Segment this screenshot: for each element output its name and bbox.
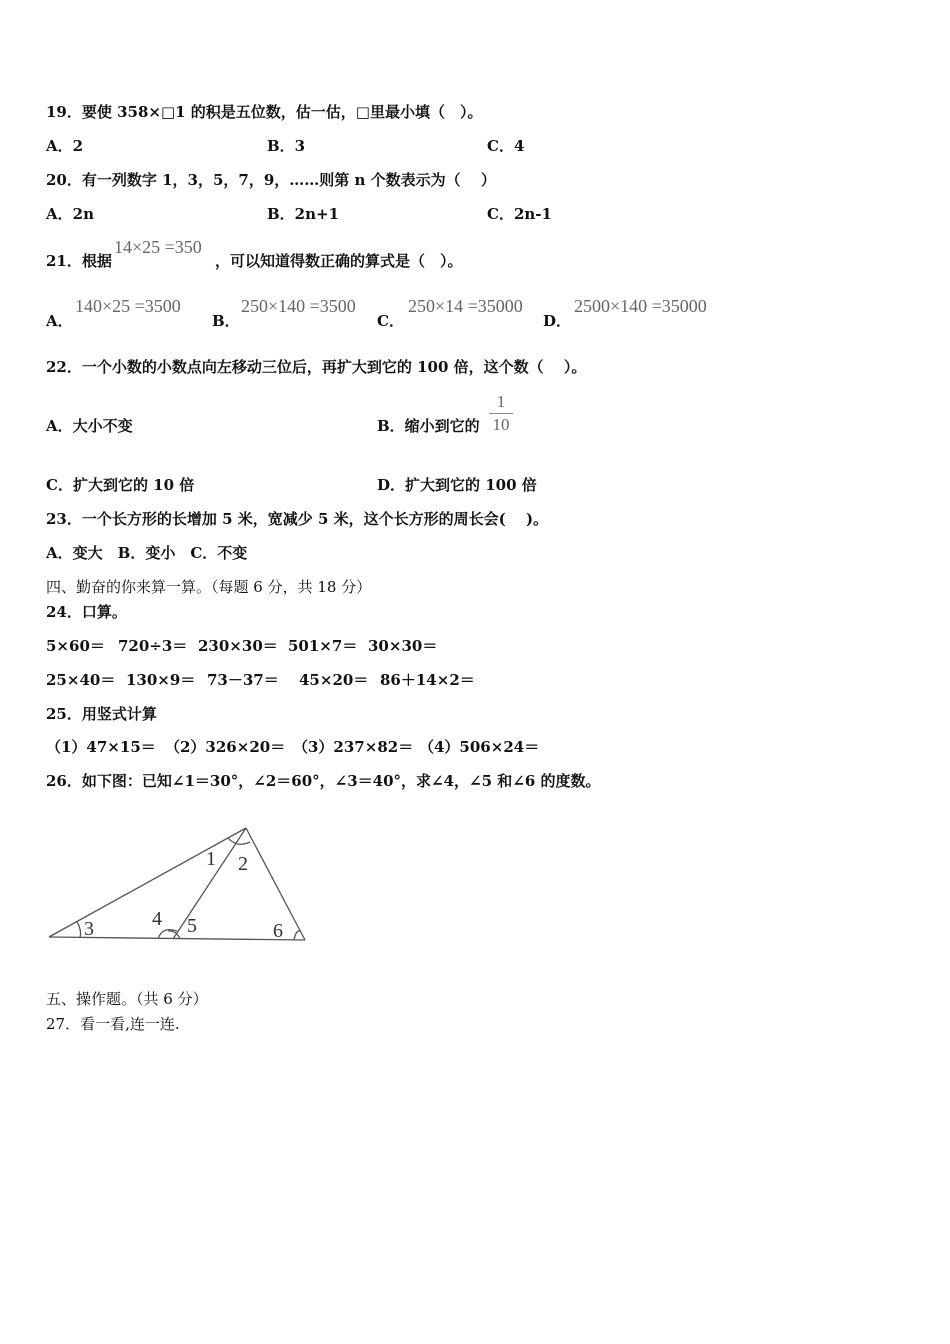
q24-item: 86＋14×2＝ [380,671,475,689]
angle-arc-6 [294,931,300,940]
section-4-heading: 四、勤奋的你来算一算。（每题 6 分，共 18 分） [46,578,372,596]
q24-item: 5×60＝ [46,637,105,655]
q21-given-equation: 14×25 =350 [114,237,202,257]
q24-item: 45×20＝ [299,671,369,689]
q27-stem: 27．看一看,连一连. [46,1015,180,1033]
q25-item: （3）237×82＝ [293,738,414,756]
fraction-bar [489,413,513,414]
q19-stem: 19．要使 358×□1 的积是五位数，估一估，□里最小填（ ）。 [46,103,483,121]
q21-option-b-label: B． [212,312,240,330]
q23-options: A．变大 B．变小 C．不变 [46,544,248,562]
q25-item: （2）326×20＝ [165,738,286,756]
q21-option-a-label: A． [46,312,73,330]
q20-option-b: B．2n+1 [267,205,340,223]
q22-stem: 22．一个小数的小数点向左移动三位后，再扩大到它的 100 倍，这个数（ ）。 [46,358,587,376]
q22-option-c: C．扩大到它的 10 倍 [46,476,195,494]
q21-prefix: 21．根据 [46,252,112,270]
q21-option-c-expr: 250×14 =35000 [408,296,523,316]
triangle-cevian [173,828,246,939]
angle-label-4: 4 [152,908,162,930]
q20-stem: 20．有一列数字 1，3，5，7，9，……则第 n 个数表示为（ ） [46,171,496,189]
q22-fraction [489,392,513,435]
q21-option-a-expr: 140×25 =3500 [75,296,181,316]
triangle-side-left [49,828,246,937]
q19-option-c: C．4 [487,137,525,155]
q24-item: 130×9＝ [126,671,196,689]
section-5-heading: 五、操作题。（共 6 分） [46,990,208,1008]
q24-item: 73－37＝ [207,671,279,689]
q22-option-b: B．缩小到它的 [377,417,480,435]
q24-item: 30×30＝ [368,637,438,655]
q22-option-a: A．大小不变 [46,417,133,435]
q25-stem: 25．用竖式计算 [46,705,157,723]
q24-item: 230×30＝ [198,637,278,655]
q21-option-b-expr: 250×140 =3500 [241,296,356,316]
q22-option-d: D．扩大到它的 100 倍 [377,476,537,494]
triangle-figure [40,820,320,950]
q24-item: 501×7＝ [288,637,358,655]
q21-option-d-label: D． [543,312,572,330]
q21-suffix: ，可以知道得数正确的算式是（ ）。 [215,252,463,270]
angle-label-6: 6 [273,920,283,942]
q20-option-c: C．2n-1 [487,205,552,223]
fraction-numerator: 1 [496,392,506,411]
q24-item: 720÷3＝ [118,637,188,655]
q25-item: （4）506×24＝ [419,738,540,756]
q26-stem: 26．如下图：已知∠1＝30°，∠2＝60°，∠3＝40°，求∠4，∠5 和∠6 的度数。 [46,772,601,790]
fraction-denominator: 10 [492,415,510,434]
q25-item: （1）47×15＝ [46,738,156,756]
q19-option-a: A．2 [46,137,84,155]
q23-stem: 23．一个长方形的长增加 5 米，宽减少 5 米，这个长方形的周长会( )。 [46,510,549,528]
q24-stem: 24．口算。 [46,603,127,621]
q21-option-d-expr: 2500×140 =35000 [574,296,707,316]
q24-item: 25×40＝ [46,671,116,689]
q20-option-a: A．2n [46,205,94,223]
angle-label-2: 2 [238,853,248,875]
angle-label-1: 1 [206,848,216,870]
q21-option-c-label: C． [377,312,404,330]
angle-label-3: 3 [84,918,94,940]
q19-option-b: B．3 [267,137,306,155]
angle-arc-3 [77,922,81,938]
angle-label-5: 5 [187,915,197,937]
